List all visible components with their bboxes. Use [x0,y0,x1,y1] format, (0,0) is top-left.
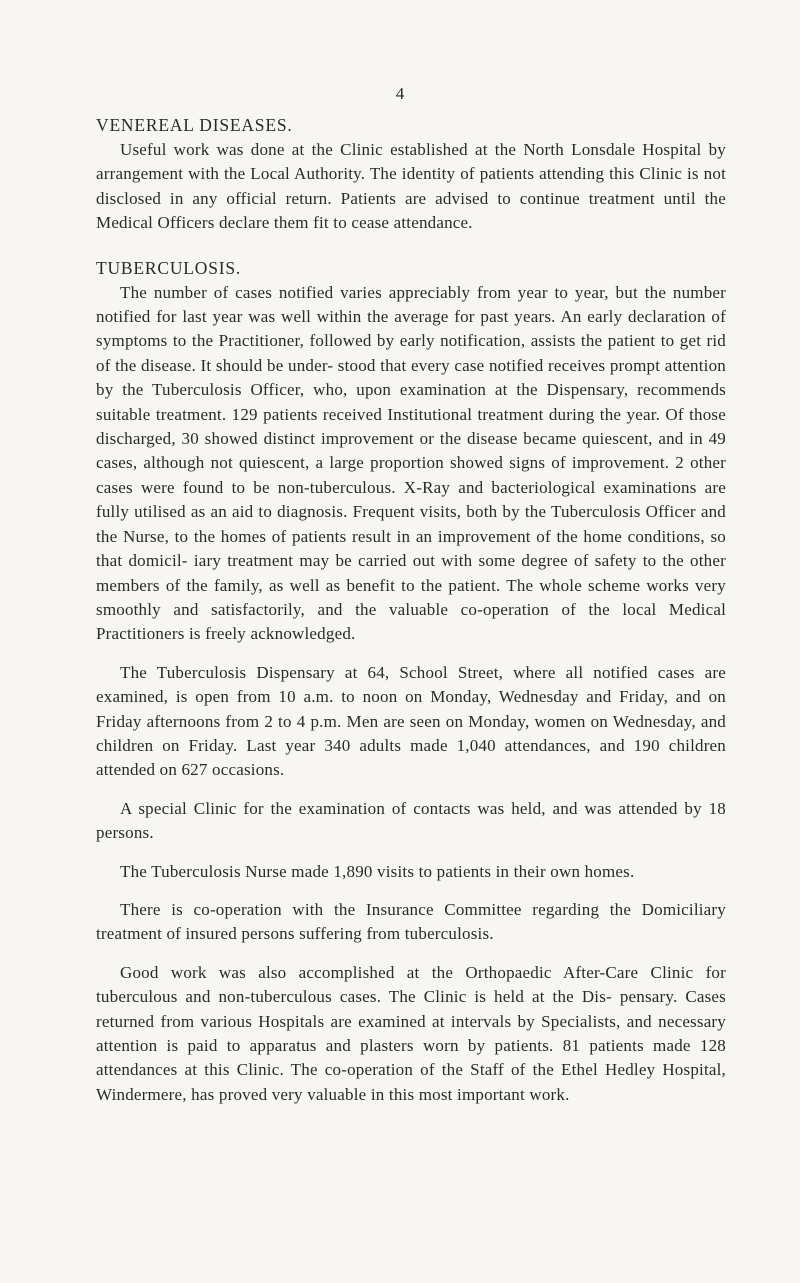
section-heading: VENEREAL DISEASES. [96,115,293,135]
section-tuberculosis [96,256,726,1108]
page-number: 4 [395,84,405,103]
paragraph: Good work was also accomplished at the Orthopaedic After-Care Clinic for tuberculous and non-tuberculous cases. The Clinic is held at the Dis- pensary. Cases returned from various Hospitals are examined at intervals by Specialists, and necessary attention is paid to apparatus and plasters worn by patients. 81 patients made 128 attendances at this Clinic. The co-operation of the Staff of the Ethel Hedley Hospital, Windermere, has proved very valuable in this most important work. [96,962,726,1104]
paragraph: The number of cases notified varies appreciably from year to year, but the number notified for last year was well within the average for past years. An early declaration of symptoms to the Practitioner, followed by early notification, assists the patient to get rid of the disease. It should be under- stood that every case notified receives prompt attention by the Tuberculosis Officer, who, upon examination at the Dispensary, recommends suitable treatment. 129 patients received Institutional treatment during the year. Of those discharged, 30 showed distinct improvement or the disease became quiescent, and in 49 cases, although not quiescent, a large proportion showed signs of improvement. 2 other cases were found to be non-tuberculous. X-Ray and bacteriological examinations are fully utilised as an aid to diagnosis. Frequent visits, both by the Tuberculosis Officer and the Nurse, to the homes of patients result in an improvement of the home conditions, so that domicil- iary treatment may be carried out with some degree of safety to the other members of the family, as well as benefit to the patient. The whole scheme works very smoothly and satisfactorily, and the valuable co-operation of the local Medical Practitioners is freely acknowledged. [96,282,726,644]
paragraph: The Tuberculosis Nurse made 1,890 visits to patients in their own homes. [120,861,635,881]
paragraph: The Tuberculosis Dispensary at 64, School Street, where all notified cases are examined, is open from 10 a.m. to noon on Monday, Wednesday and Friday, and on Friday afternoons from 2 to 4 p.m. Men are seen on Monday, women on Wednesday, and children on Friday. Last year 340 adults made 1,040 attendances, and 190 children attended on 627 occasions. [96,662,726,780]
paragraph: There is co-operation with the Insurance Committee regarding the Domiciliary treatment of insured persons suffering from tuberculosis. [96,899,726,944]
section-heading: TUBERCULOSIS. [96,257,242,278]
paragraph: Useful work was done at the Clinic established at the North Lonsdale Hospital by arrangement with the Local Authority. The identity of patients attending this Clinic is not disclosed in any official return. Patients are advised to continue treatment until the Medical Officers declare them fit to cease attendance. [96,140,726,233]
section-venereal-diseases [96,113,726,236]
page-content [96,113,726,1127]
paragraph: A special Clinic for the examination of contacts was held, and was attended by 18 persons. [96,798,726,843]
